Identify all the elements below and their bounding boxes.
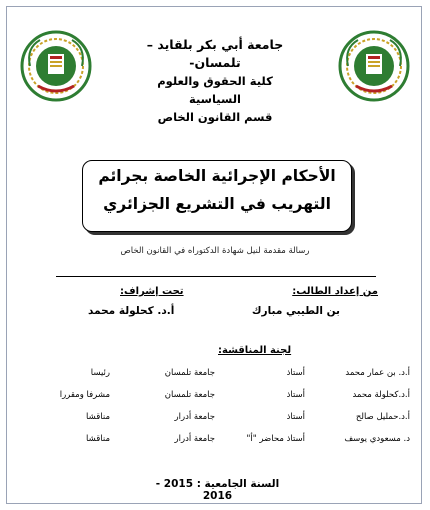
- member-institution: جامعة تلمسان: [164, 368, 215, 378]
- university-emblem-right: [336, 28, 412, 104]
- thesis-title-box: [82, 160, 352, 232]
- degree-statement: رسالة مقدمة لنيل شهادة الدكتوراه في القانون الخاص: [120, 246, 310, 256]
- member-rank: أستاذ: [286, 390, 305, 400]
- member-role: مناقشا: [86, 434, 110, 444]
- academic-year: [150, 478, 285, 502]
- faculty-name: كلية الحقوق والعلوم السياسية: [157, 74, 273, 106]
- committee-row: [20, 412, 410, 426]
- member-rank: أستاذ: [286, 412, 305, 422]
- member-rank: أستاذ: [286, 368, 305, 378]
- academic-year-value: 2015 - 2016: [155, 478, 233, 502]
- member-name: أ.د. بن عمار محمد: [345, 368, 410, 378]
- member-role: رئيسا: [90, 368, 110, 378]
- divider-line: [56, 276, 376, 277]
- member-name: أ.د.حمليل صالح: [355, 412, 410, 422]
- university-emblem-left: [18, 28, 94, 104]
- committee-label: لجنة المناقشة:: [218, 345, 292, 356]
- supervisor-label: تحت إشراف:: [120, 286, 184, 297]
- academic-year-label: السنة الجامعية :: [196, 478, 280, 490]
- supervisor-name: أ.د. كحلولة محمد: [88, 305, 175, 317]
- member-institution: جامعة أدرار: [174, 434, 215, 444]
- department-name: قسم القانون الخاص: [157, 110, 273, 124]
- university-name: جامعة أبي بكر بلقايد – تلمسان-: [146, 37, 284, 70]
- member-name: د. مسعودي يوسف: [344, 434, 410, 444]
- committee-row: [20, 390, 410, 404]
- prepared-by-label: من إعداد الطالب:: [292, 286, 378, 297]
- member-role: مشرفا ومقررا: [59, 390, 110, 400]
- member-name: أ.د.كحلولة محمد: [352, 390, 410, 400]
- committee-row: [20, 434, 410, 448]
- member-rank: أستاذ محاضر "أ": [246, 434, 305, 444]
- committee-row: [20, 368, 410, 382]
- institution-header: [130, 36, 300, 126]
- member-institution: جامعة تلمسان: [164, 390, 215, 400]
- member-institution: جامعة أدرار: [174, 412, 215, 422]
- thesis-title-line-1: الأحكام الإجرائية الخاصة بجرائم: [98, 167, 336, 185]
- student-name: بن الطيبي مبارك: [251, 305, 340, 317]
- thesis-title-line-2: التهريب في التشريع الجزائري: [103, 195, 331, 213]
- member-role: مناقشا: [86, 412, 110, 422]
